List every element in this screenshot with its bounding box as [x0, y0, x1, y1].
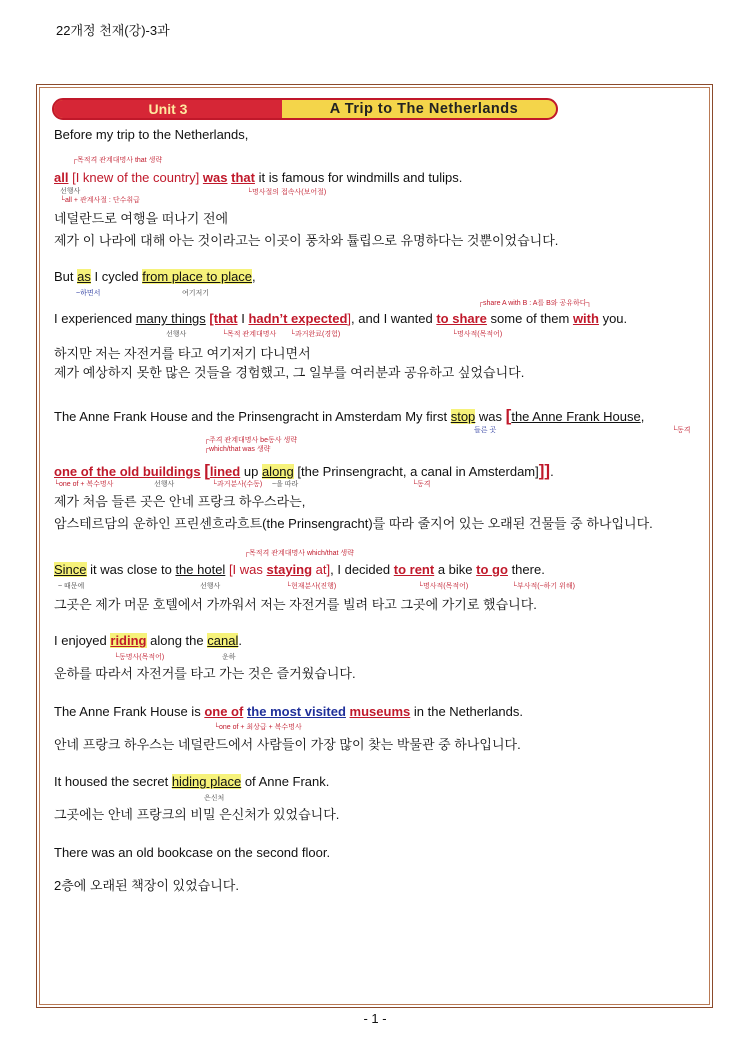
grammar-note: 선행사: [154, 481, 175, 488]
korean-line: 안네 프랑크 하우스는 네덜란드에서 사람들이 가장 많이 찾는 박물관 중 하나입니다.: [54, 737, 521, 752]
grammar-note: └one of + 복수명사: [54, 481, 114, 488]
grammar-note: └one of + 최상급 + 복수명사: [214, 724, 302, 731]
korean-line: 제가 처음 들른 곳은 안네 프랑크 하우스라는,: [54, 494, 306, 509]
grammar-note: └부사적(~하기 위해): [512, 583, 575, 590]
korean-line: 네덜란드로 여행을 떠나기 전에: [54, 211, 229, 226]
grammar-note: ┌목적격 관계대명사 that 생략: [72, 157, 163, 164]
grammar-note: 은신처: [204, 795, 225, 802]
english-line: The Anne Frank House and the Prinsengracht in Amsterdam My first stop was [the Anne Frank House,: [54, 406, 645, 425]
grammar-note: └동격: [672, 427, 691, 434]
grammar-note: └명사적(목적어): [452, 331, 503, 338]
grammar-note: 선행사: [60, 188, 81, 195]
english-line: There was an old bookcase on the second floor.: [54, 845, 331, 860]
korean-line: 2층에 오래된 책장이 있었습니다.: [54, 878, 239, 893]
english-line: I experienced many things [that I hadn’t expected], and I wanted to share some of them with you.: [54, 311, 628, 326]
grammar-note: 선행사: [200, 583, 221, 590]
unit-label: Unit 3: [54, 100, 282, 118]
grammar-note: └all + 관계사절 : 단수취급: [60, 197, 140, 204]
korean-line: 그곳은 제가 머문 호텔에서 가까워서 저는 자전거를 빌려 타고 그곳에 가기로 했습니다.: [54, 597, 537, 612]
english-line: It housed the secret hiding place of Anne Frank.: [54, 774, 330, 789]
english-line: But as I cycled from place to place,: [54, 269, 256, 284]
korean-line: 운하를 따라서 자전거를 타고 가는 것은 즐거웠습니다.: [54, 666, 356, 681]
grammar-note: ┌share A with B : A를 B와 공유하다┐: [478, 300, 592, 307]
grammar-note: └목적 관계대명사: [222, 331, 277, 338]
lesson-title: A Trip to The Netherlands: [329, 101, 519, 117]
korean-line: 암스테르담의 운하인 프린센흐라흐트(the Prinsengracht)를 따라 줄지어 있는 오래된 건물들 중 하나입니다.: [54, 516, 653, 531]
grammar-note: ┌which/that was 생략: [204, 446, 271, 453]
grammar-note: └명사적(목적어): [418, 583, 469, 590]
grammar-note: ~하면서: [76, 290, 101, 297]
english-line: Since it was close to the hotel [I was staying at], I decided to rent a bike to go there.: [54, 562, 545, 577]
grammar-note: └과거분사(수동): [212, 481, 263, 488]
grammar-note: └과거완료(경험): [290, 331, 341, 338]
english-line: I enjoyed riding along the canal.: [54, 633, 242, 648]
grammar-note: 선행사: [166, 331, 187, 338]
page-number: - 1 -: [363, 1011, 387, 1026]
english-line: one of the old buildings [lined up along [the Prinsengracht, a canal in Amsterdam]]].: [54, 461, 554, 480]
grammar-note: ~ 때문에: [58, 583, 85, 590]
grammar-note: 여기저기: [182, 290, 210, 297]
grammar-note: └현재분사(진행): [286, 583, 337, 590]
grammar-note: 들른 곳: [474, 427, 497, 434]
grammar-note: └동격: [412, 481, 431, 488]
korean-line: 제가 이 나라에 대해 아는 것이라고는 이곳이 풍차와 튤립으로 유명하다는 것뿐이었습니다.: [54, 233, 559, 248]
grammar-note: └동명사(목적어): [114, 654, 165, 661]
document-header: 22개정 천재(강)-3과: [56, 23, 170, 38]
grammar-note: ~을 따라: [272, 481, 299, 488]
grammar-note: ┌주격 관계대명사 be동사 생략: [204, 437, 297, 444]
grammar-note: ┌목적격 관계대명사 which/that 생략: [244, 550, 354, 557]
korean-line: 그곳에는 안네 프랑크의 비밀 은신처가 있었습니다.: [54, 807, 340, 822]
grammar-note: └명사절의 접속사(보어절): [247, 189, 327, 196]
english-line: The Anne Frank House is one of the most visited museums in the Netherlands.: [54, 704, 523, 719]
korean-line: 제가 예상하지 못한 많은 것들을 경험했고, 그 일부를 여러분과 공유하고 싶었습니다.: [54, 365, 525, 380]
grammar-note: 운하: [222, 654, 236, 661]
unit-banner: [52, 98, 558, 122]
korean-line: 하지만 저는 자전거를 타고 여기저기 다니면서: [54, 346, 311, 361]
english-line: all [I knew of the country] was that it is famous for windmills and tulips.: [54, 170, 463, 185]
english-line: Before my trip to the Netherlands,: [54, 127, 249, 142]
